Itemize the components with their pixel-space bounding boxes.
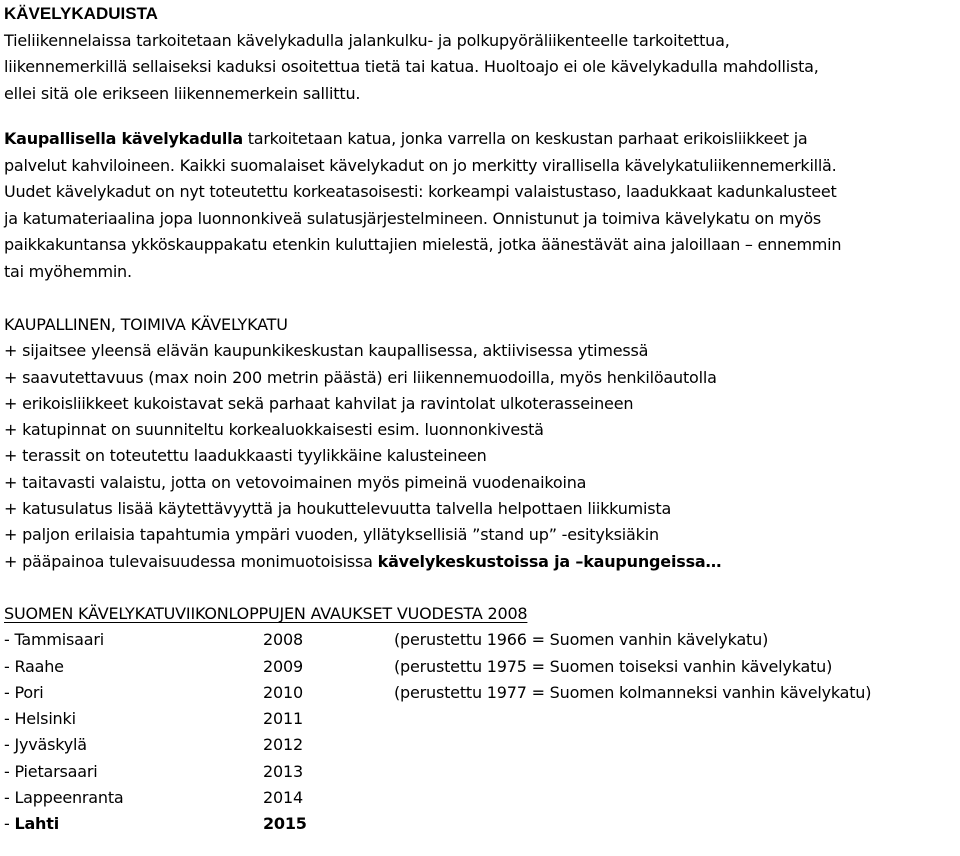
commercial-line-1 [4, 126, 956, 153]
intro-line-2: liikennemerkillä sellaiseksi kaduksi osoitettua tietä tai katua. Huoltoajo ei ole kävelykadulla mahdollista, [4, 57, 819, 76]
feature-item: + paljon erilaisia tapahtumia ympäri vuoden, yllätyksellisiä ”stand up” -esityksiäkin [4, 525, 659, 545]
opening-city: - Raahe [4, 656, 64, 676]
commercial-line-5: paikkakuntansa ykköskauppakatu etenkin kuluttajien mielestä, jotka äänestävät aina jaloillaan – ennemmin [4, 235, 842, 254]
opening-city: - Tammisaari [4, 630, 104, 650]
opening-row [4, 654, 956, 680]
section-intro [4, 0, 956, 107]
opening-row-lahti [4, 811, 956, 837]
intro-line-1: Tieliikennelaissa tarkoitetaan kävelykadulla jalankulku- ja polkupyöräliikenteelle tarkoitettua, [4, 30, 730, 50]
opening-row [4, 759, 956, 785]
opening-city-lahti-name: Lahti [14, 814, 59, 834]
opening-city: - Pori [4, 682, 44, 702]
feature-item: + terassit on toteutettu laadukkaasti tyylikkäine kalusteineen [4, 446, 487, 466]
feature-item: + erikoisliikkeet kukoistavat sekä parhaat kahvilat ja ravintolat ulkoterasseineen [4, 393, 634, 413]
opening-year: 2009 [263, 656, 303, 676]
commercial-line-3: Uudet kävelykadut on nyt toteutettu korkeatasoisesti: korkeampi valaistustaso, laadukkaat kadunkalusteet [4, 182, 837, 201]
commercial-line-1-rest: tarkoitetaan katua, jonka varrella on keskustan parhaat erikoisliikkeet ja [242, 129, 808, 148]
opening-note: (perustettu 1966 = Suomen vanhin kävelykatu) [394, 630, 769, 650]
opening-year: 2010 [263, 682, 303, 702]
commercial-line-6: tai myöhemmin. [4, 261, 132, 281]
opening-dash: - [4, 814, 15, 834]
section-features-list [4, 312, 956, 575]
opening-year: 2008 [263, 630, 303, 650]
opening-year-lahti [263, 811, 307, 837]
feature-item-last-plain: + pääpainoa tulevaisuudessa monimuotoisissa [4, 551, 378, 571]
opening-city: - Helsinki [4, 709, 76, 729]
section-heading-kavelykaduista: KÄVELYKADUISTA [4, 4, 158, 23]
section-heading-avaukset: SUOMEN KÄVELYKATUVIIKONLOPPUJEN AVAUKSET VUODESTA 2008 [4, 603, 528, 623]
opening-year: 2013 [263, 761, 303, 781]
opening-row [4, 627, 956, 653]
feature-item: + katusulatus lisää käytettävyyttä ja houkuttelevuutta talvella helpottaen liikkumista [4, 499, 672, 519]
opening-year: 2014 [263, 788, 303, 808]
section-commercial-street [4, 126, 956, 285]
opening-note: (perustettu 1975 = Suomen toiseksi vanhin kävelykatu) [394, 656, 833, 676]
feature-item: + saavutettavuus (max noin 200 metrin päästä) eri liikennemuodoilla, myös henkilöautolla [4, 367, 717, 387]
opening-city: - Lappeenranta [4, 788, 124, 808]
opening-year: 2012 [263, 735, 303, 755]
commercial-line-4: ja katumateriaalina jopa luonnonkiveä sulatusjärjestelmineen. Onnistunut ja toimiva kävelykatu on myös [4, 208, 821, 228]
opening-row [4, 785, 956, 811]
intro-line-3: ellei sitä ole erikseen liikennemerkein sallittu. [4, 83, 361, 103]
commercial-bold-lead: Kaupallisella kävelykadulla [4, 129, 243, 148]
opening-row [4, 680, 956, 706]
opening-year-lahti-value: 2015 [263, 814, 307, 834]
opening-row [4, 732, 956, 758]
section-heading-kaupallinen: KAUPALLINEN, TOIMIVA KÄVELYKATU [4, 315, 288, 334]
feature-item: + sijaitsee yleensä elävän kaupunkikeskustan kaupallisessa, aktiivisessa ytimessä [4, 341, 649, 361]
opening-city: - Pietarsaari [4, 761, 98, 781]
feature-item-last-bold: kävelykeskustoissa ja –kaupungeissa… [377, 551, 722, 571]
opening-city-lahti [4, 811, 59, 837]
opening-city: - Jyväskylä [4, 735, 87, 755]
opening-year: 2011 [263, 709, 303, 729]
feature-item: + katupinnat on suunniteltu korkealuokkaisesti esim. luonnonkivestä [4, 420, 544, 440]
opening-note: (perustettu 1977 = Suomen kolmanneksi vanhin kävelykatu) [394, 682, 872, 702]
opening-row [4, 706, 956, 732]
feature-item: + taitavasti valaistu, jotta on vetovoimainen myös pimeinä vuodenaikoina [4, 472, 587, 492]
feature-item-last [4, 549, 956, 575]
section-openings [4, 601, 956, 838]
document-page [4, 0, 956, 838]
commercial-line-2: palvelut kahviloineen. Kaikki suomalaiset kävelykadut on jo merkitty virallisella kävelykatuliikennemerkillä. [4, 155, 837, 175]
